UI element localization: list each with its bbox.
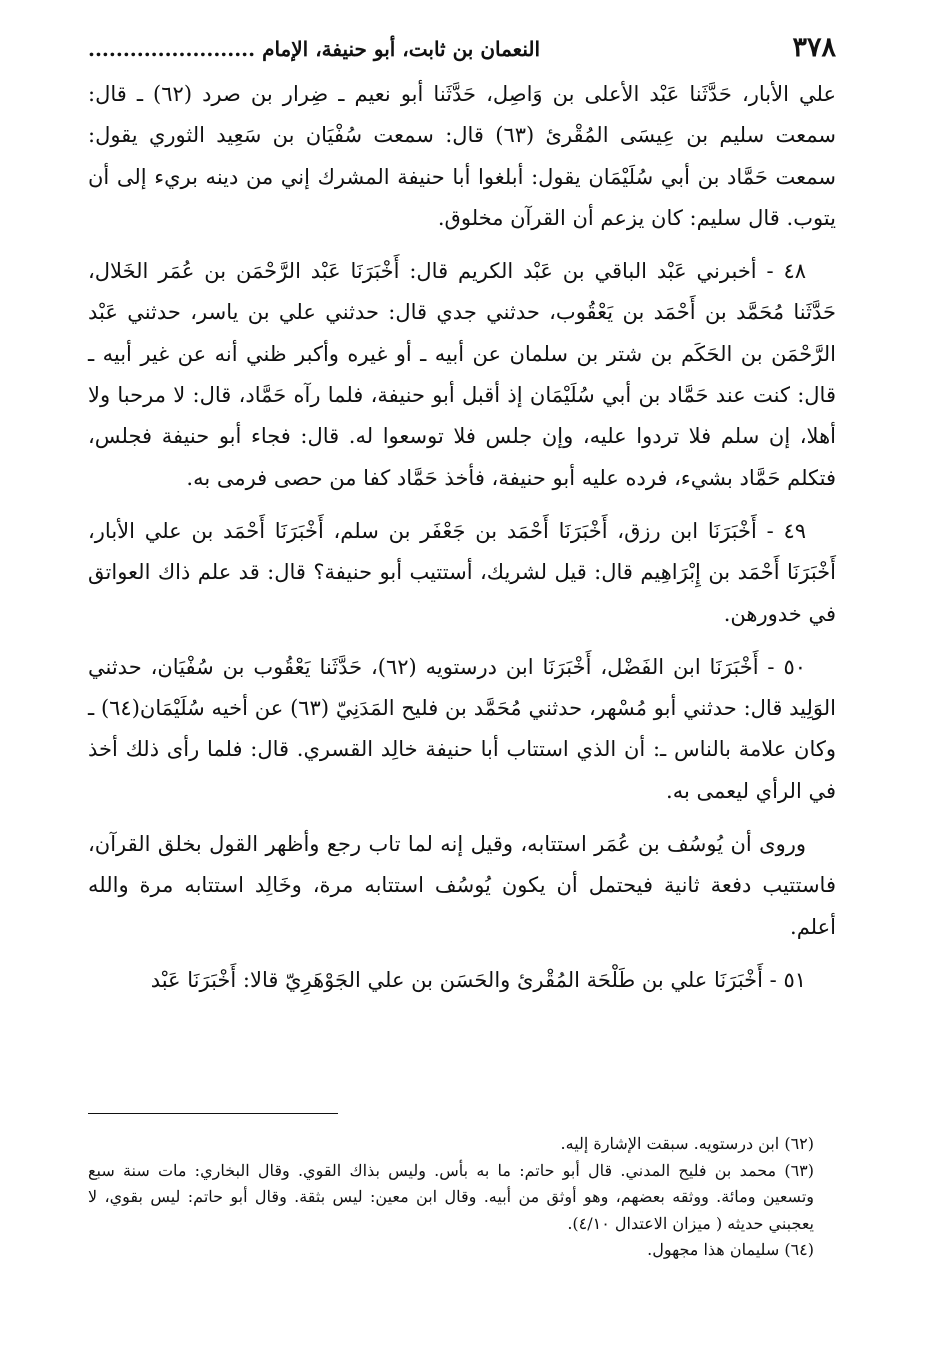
main-text [88, 74, 836, 1001]
paragraph-narration-51: ٥١ - أَخْبَرَنَا علي بن طَلْحَة المُقْرئ والحَسَن بن علي الجَوْهَرِيّ قالا: أَخْبَرَنَا عَبْد [150, 967, 806, 992]
paragraph-narration-48: ٤٨ - أخبرني عَبْد الباقي بن عَبْد الكريم قال: أَخْبَرَنَا عَبْد الرَّحْمَن بن عُمَر الخَلال، حَدَّثَنا مُحَمَّد بن أَحْمَد بن يَعْقُوب، حدثني جدي قال: حدثني علي بن ياسر، حدثني عَبْد الرَّحْمَن بن الحَكَم بن شتر بن سلمان عن أبيه ـ أو غيره وأكبر ظني أنه عن غير أبيه ـ قال: كنت عند حَمَّاد بن أبي سُلَيْمَان إذ أقبل أبو حنيفة، فلما رآه حَمَّاد، قال: لا مرحبا ولا أهلا، إن سلم فلا تردوا عليه، وإن جلس فلا توسعوا له. قال: فجاء أبو حنيفة فجلس، فتكلم حَمَّاد بشيء، فرده عليه أبو حنيفة، فأخذ حَمَّاد كفا من حصى فرمى به. [88, 259, 836, 490]
book-page [88, 28, 837, 1259]
footnote-62: (٦٢) ابن درستويه. سبقت الإشارة إليه. [560, 1134, 814, 1153]
footnote-63: (٦٣) محمد بن فليح المدني. قال أبو حاتم: ما به بأس. وليس بذاك القوي. وقال البخاري: مات سنة سبع وتسعين ومائة. ووثقه بعضهم، وهو أوثق من أبيه. وقال ابن معين: ليس بثقة. وقال أبو حاتم: ليس بقوي، لا يعجبني حديثه ( ميزان الاعتدال ٤/١٠). [88, 1160, 814, 1233]
running-title: النعمان بن ثابت، أبو حنيفة، الإمام ........................ [88, 37, 541, 61]
footnote-64: (٦٤) سليمان هذا مجهول. [647, 1240, 814, 1259]
paragraph-narration-50: ٥٠ - أَخْبَرَنَا ابن الفَضْل، أَخْبَرَنَا ابن درستويه (٦٢)، حَدَّثَنا يَعْقُوب بن سُفْيَان، حدثني الوَلِيد قال: حدثني أبو مُسْهر، حدثني مُحَمَّد بن فليح المَدَنِيّ (٦٣) عن أخيه سُلَيْمَان(٦٤) ـ وكان علامة بالناس ـ: أن الذي استتاب أبا حنيفة خالِد القسري. قال: فلما رأى ذلك أخذ في الرأي ليعمى به. [88, 654, 836, 803]
footnote-divider [88, 1113, 338, 1114]
paragraph-narration-49: ٤٩ - أَخْبَرَنَا ابن رزق، أَخْبَرَنَا أَحْمَد بن جَعْفَر بن سلم، أَخْبَرَنَا أَحْمَد بن علي الأبار، أَخْبَرَنَا أَحْمَد بن إِبْرَاهِيم قال: قيل لشريك، أستتيب أبو حنيفة؟ قال: قد علم ذاك العواتق في خدورهن. [88, 518, 836, 626]
paragraph-narration-47: علي الأبار، حَدَّثَنا عَبْد الأعلى بن وَاصِل، حَدَّثَنا أبو نعيم ـ ضِرار بن صرد (٦٢) ـ قال: سمعت سليم بن عِيسَى المُقْرئ (٦٣) قال: سمعت سُفْيَان بن سَعِيد الثوري يقول: سمعت حَمَّاد بن أبي سُلَيْمَان يقول: أبلغوا أبا حنيفة المشرك إني من دينه بريء إلى أن يتوب. قال سليم: كان يزعم أن القرآن مخلوق. [88, 82, 837, 230]
paragraph-commentary: وروى أن يُوسُف بن عُمَر استتابه، وقيل إنه لما تاب رجع وأظهر القول بخلق القرآن، فاستتيب دفعة ثانية فيحتمل أن يكون يُوسُف استتابه مرة، وخَالِد استتابه مرة والله أعلم. [88, 832, 836, 939]
page-number: ٣٧٨ [792, 32, 836, 63]
running-header [88, 28, 836, 68]
footnotes [88, 1131, 836, 1264]
